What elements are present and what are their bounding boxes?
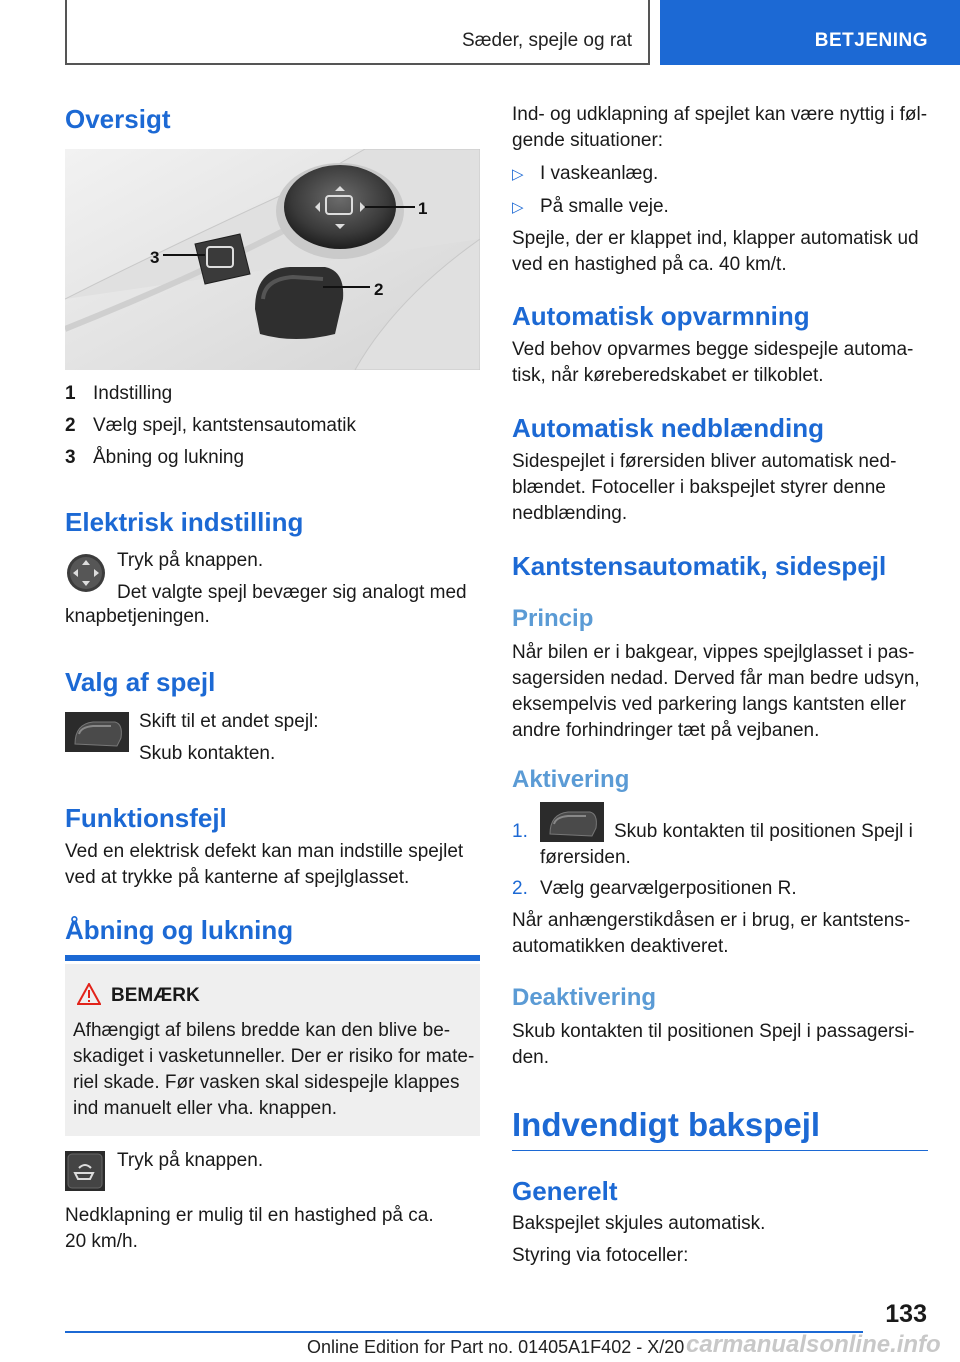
callout-1: 1 — [418, 199, 428, 218]
heading-aktivering: Aktivering — [512, 766, 630, 793]
bullet-triangle-icon: ▷ — [512, 199, 524, 216]
legend-text-2: Vælg spejl, kantstensautomatik — [93, 415, 356, 436]
mirror-switch-icon — [540, 802, 604, 847]
section-rule — [512, 1150, 928, 1151]
princip-line-1: Når bilen er i bakgear, vippes spejlglasset i pas- — [512, 642, 915, 663]
warning-triangle-icon — [77, 983, 101, 1010]
heading-aabning-og-lukning: Åbning og lukning — [65, 915, 294, 945]
page-number: 133 — [885, 1300, 927, 1328]
aktivering-step-1-line1: Skub kontakten til positionen Spejl i — [614, 821, 913, 842]
heading-valg-af-spejl: Valg af spejl — [65, 667, 216, 697]
elektrisk-desc-line2: knapbetjeningen. — [65, 606, 210, 627]
fold-instruction: Tryk på knappen. — [117, 1150, 264, 1171]
notice-line-2: skadiget i vasketunneller. Der er risiko for mate- — [73, 1046, 475, 1067]
mirror-switch-icon — [65, 712, 129, 757]
nedblaending-line1: Sidespejlet i førersiden bliver automatisk ned- — [512, 451, 897, 472]
elektrisk-desc-line1: Det valgte spejl bevæger sig analogt med — [117, 582, 467, 603]
valg-instruction-2: Skub kontakten. — [139, 743, 276, 764]
notice-line-4: ind manuelt eller vha. knappen. — [73, 1098, 338, 1119]
auto-fold-line1: Spejle, der er klappet ind, klapper automatisk ud — [512, 228, 919, 249]
princip-line-4: andre forhindringer tæt på vejbanen. — [512, 720, 820, 741]
intro-line2: gende situationer: — [512, 130, 664, 151]
nedblaending-line3: nedblænding. — [512, 503, 628, 524]
legend-text-3: Åbning og lukning — [93, 447, 245, 468]
mirror-controls-illustration — [65, 149, 480, 370]
opvarmning-line2: tisk, når køreberedskabet er tilkoblet. — [512, 365, 824, 386]
heading-kantstensautomatik: Kantstensautomatik, sidespejl — [512, 551, 887, 581]
heading-oversigt: Oversigt — [65, 104, 171, 134]
heading-generelt: Generelt — [512, 1176, 618, 1206]
header-frame — [65, 0, 650, 65]
intro-line1: Ind- og udklapning af spejlet kan være nyttig i føl- — [512, 104, 928, 125]
legend-text-1: Indstilling — [93, 383, 173, 404]
fold-speed-line1: Nedklapning er mulig til en hastighed på ca. — [65, 1205, 434, 1226]
notice-title: BEMÆRK — [111, 985, 200, 1006]
deaktivering-line1: Skub kontakten til positionen Spejl i passagersi- — [512, 1021, 915, 1042]
generelt-line1: Bakspejlet skjules automatisk. — [512, 1213, 766, 1234]
aktivering-step-2-line1: Vælg gearvælgerpositionen R. — [540, 878, 797, 899]
heading-deaktivering: Deaktivering — [512, 984, 657, 1011]
adjust-knob-icon — [65, 552, 107, 599]
heading-automatisk-nedblaending: Automatisk nedblænding — [512, 413, 824, 443]
mirror-fold-button-icon — [65, 1151, 105, 1196]
nedblaending-line2: blændet. Fotoceller i bakspejlet styrer denne — [512, 477, 886, 498]
aktivering-step-num-1: 1. — [512, 821, 528, 842]
watermark: carmanualsonline.info — [686, 1331, 941, 1358]
notice-box — [65, 964, 480, 1136]
bullet-item-2: På smalle veje. — [540, 196, 669, 217]
heading-elektrisk-indstilling: Elektrisk indstilling — [65, 507, 304, 537]
opvarmning-line1: Ved behov opvarmes begge sidespejle automa- — [512, 339, 914, 360]
bullet-item-1: I vaskeanlæg. — [540, 163, 659, 184]
mirror-controls-drawing — [65, 149, 480, 370]
aktivering-step-num-2: 2. — [512, 878, 528, 899]
legend-num-2: 2 — [65, 415, 76, 436]
callout-3: 3 — [150, 248, 160, 267]
deaktivering-line2: den. — [512, 1047, 549, 1068]
princip-line-3: eksempelvis ved parkering langs kantsten eller — [512, 694, 906, 715]
header-chapter-tab[interactable] — [660, 0, 960, 65]
heading-princip: Princip — [512, 605, 594, 632]
header-chapter-label: BETJENING — [814, 30, 928, 51]
generelt-line2: Styring via fotoceller: — [512, 1245, 689, 1266]
funktionsfejl-line2: ved at trykke på kanterne af spejlglasset. — [65, 867, 410, 888]
notice-accent-bar — [65, 955, 480, 961]
anhaenger-line2: automatikken deaktiveret. — [512, 936, 729, 957]
valg-instruction-1: Skift til et andet spejl: — [139, 711, 319, 732]
legend-num-1: 1 — [65, 383, 76, 404]
legend-num-3: 3 — [65, 447, 76, 468]
heading-automatisk-opvarmning: Automatisk opvarmning — [512, 301, 810, 331]
funktionsfejl-line1: Ved en elektrisk defekt kan man indstille spejlet — [65, 841, 464, 862]
princip-line-2: sagersiden nedad. Derved får man bedre udsyn, — [512, 668, 920, 689]
heading-funktionsfejl: Funktionsfejl — [65, 803, 227, 833]
anhaenger-line1: Når anhængerstikdåsen er i brug, er kantstens- — [512, 910, 911, 931]
footer-edition: Online Edition for Part no. 01405A1F402 - X/20 — [307, 1337, 685, 1357]
notice-line-3: riel skade. Før vasken skal sidespejle klappes — [73, 1072, 460, 1093]
auto-fold-line2: ved en hastighed på ca. 40 km/t. — [512, 254, 787, 275]
bullet-triangle-icon: ▷ — [512, 166, 524, 183]
aktivering-step-1-line2: førersiden. — [540, 847, 631, 868]
header-section-title: Sæder, spejle og rat — [461, 30, 632, 51]
elektrisk-instruction: Tryk på knappen. — [117, 550, 264, 571]
callout-2: 2 — [374, 280, 384, 299]
heading-indvendigt-bakspejl: Indvendigt bakspejl — [512, 1106, 821, 1143]
notice-line-1: Afhængigt af bilens bredde kan den blive be- — [73, 1020, 451, 1041]
fold-speed-line2: 20 km/h. — [65, 1231, 138, 1252]
